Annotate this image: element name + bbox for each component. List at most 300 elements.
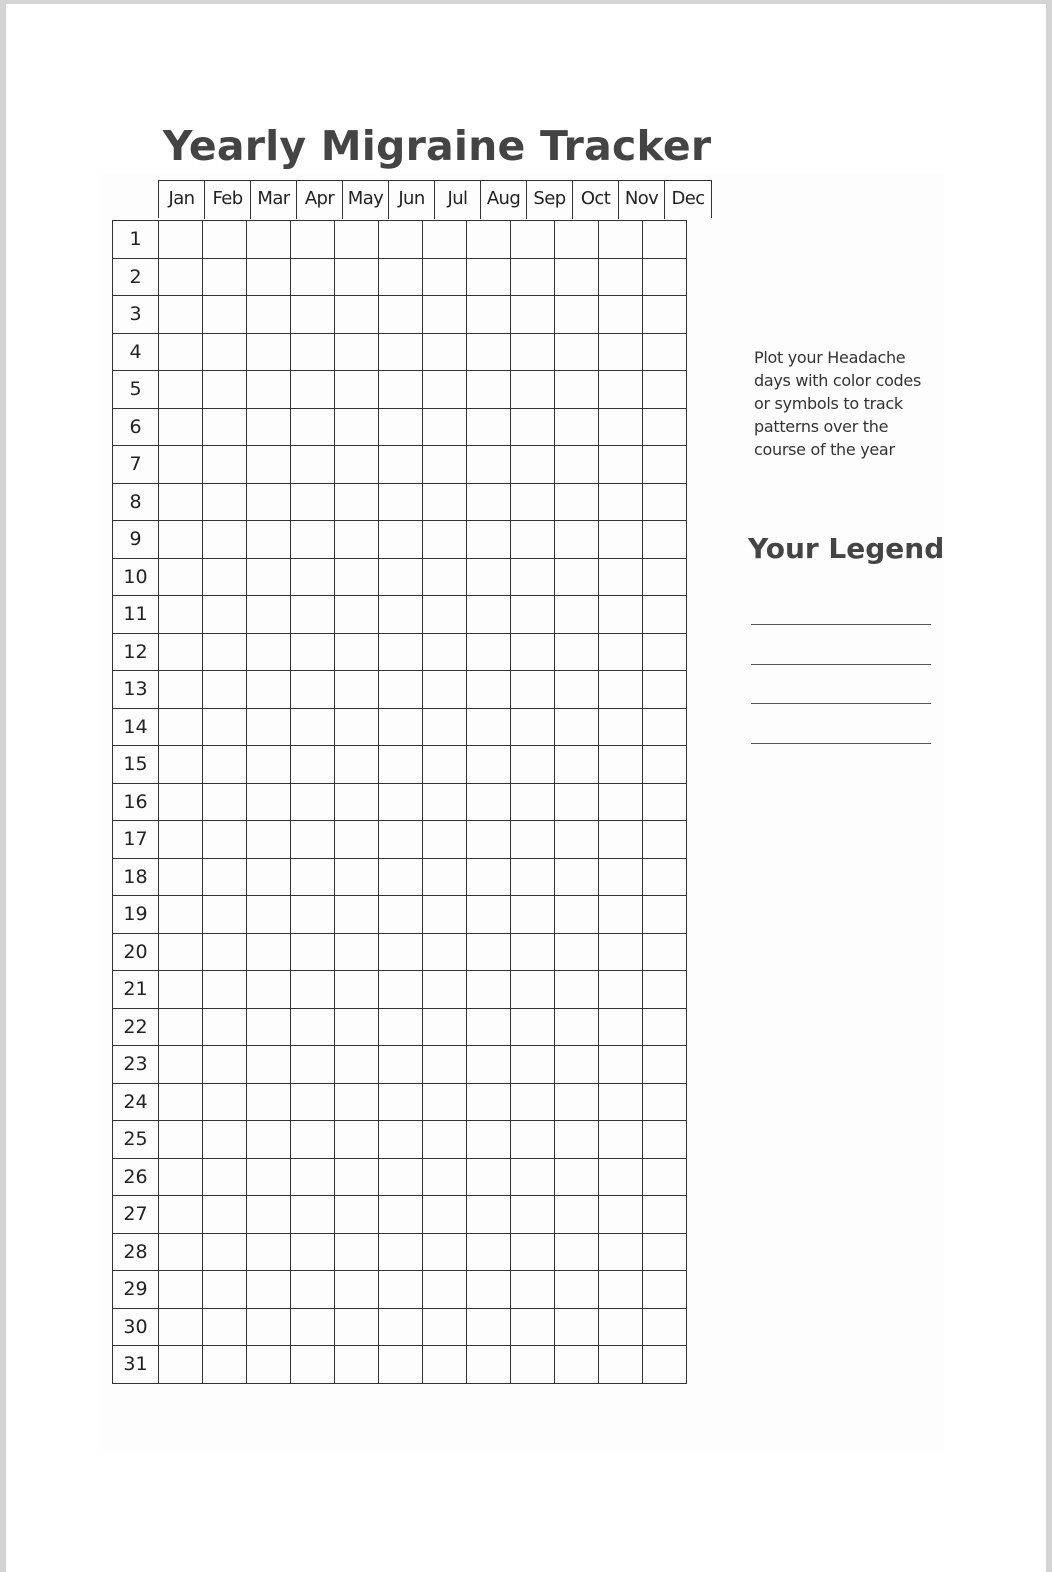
tracker-cell[interactable] bbox=[379, 1308, 423, 1346]
tracker-cell[interactable] bbox=[467, 1046, 511, 1084]
tracker-cell[interactable] bbox=[203, 1308, 247, 1346]
tracker-cell[interactable] bbox=[511, 371, 555, 409]
tracker-cell[interactable] bbox=[467, 896, 511, 934]
tracker-cell[interactable] bbox=[423, 671, 467, 709]
tracker-cell[interactable] bbox=[423, 371, 467, 409]
tracker-cell[interactable] bbox=[643, 746, 687, 784]
tracker-cell[interactable] bbox=[291, 371, 335, 409]
tracker-cell[interactable] bbox=[511, 258, 555, 296]
tracker-cell[interactable] bbox=[511, 896, 555, 934]
tracker-cell[interactable] bbox=[555, 258, 599, 296]
tracker-cell[interactable] bbox=[247, 1083, 291, 1121]
tracker-cell[interactable] bbox=[203, 1121, 247, 1159]
tracker-cell[interactable] bbox=[203, 633, 247, 671]
tracker-cell[interactable] bbox=[643, 896, 687, 934]
tracker-cell[interactable] bbox=[423, 821, 467, 859]
tracker-cell[interactable] bbox=[643, 446, 687, 484]
tracker-cell[interactable] bbox=[511, 933, 555, 971]
tracker-cell[interactable] bbox=[335, 783, 379, 821]
tracker-cell[interactable] bbox=[599, 558, 643, 596]
tracker-cell[interactable] bbox=[599, 258, 643, 296]
tracker-cell[interactable] bbox=[423, 746, 467, 784]
tracker-cell[interactable] bbox=[291, 558, 335, 596]
tracker-cell[interactable] bbox=[511, 296, 555, 334]
tracker-cell[interactable] bbox=[467, 708, 511, 746]
tracker-cell[interactable] bbox=[555, 671, 599, 709]
tracker-cell[interactable] bbox=[335, 1233, 379, 1271]
tracker-cell[interactable] bbox=[511, 1346, 555, 1384]
tracker-cell[interactable] bbox=[335, 1308, 379, 1346]
tracker-cell[interactable] bbox=[423, 1121, 467, 1159]
tracker-cell[interactable] bbox=[423, 558, 467, 596]
tracker-cell[interactable] bbox=[291, 1008, 335, 1046]
tracker-cell[interactable] bbox=[291, 446, 335, 484]
tracker-cell[interactable] bbox=[643, 1158, 687, 1196]
tracker-cell[interactable] bbox=[203, 971, 247, 1009]
tracker-cell[interactable] bbox=[159, 1008, 203, 1046]
tracker-cell[interactable] bbox=[335, 1196, 379, 1234]
tracker-cell[interactable] bbox=[467, 296, 511, 334]
tracker-cell[interactable] bbox=[643, 971, 687, 1009]
tracker-cell[interactable] bbox=[379, 1158, 423, 1196]
tracker-cell[interactable] bbox=[335, 633, 379, 671]
tracker-cell[interactable] bbox=[247, 483, 291, 521]
tracker-cell[interactable] bbox=[599, 1083, 643, 1121]
tracker-cell[interactable] bbox=[423, 446, 467, 484]
tracker-cell[interactable] bbox=[555, 521, 599, 559]
tracker-cell[interactable] bbox=[599, 483, 643, 521]
tracker-cell[interactable] bbox=[379, 221, 423, 259]
tracker-cell[interactable] bbox=[247, 408, 291, 446]
tracker-cell[interactable] bbox=[467, 558, 511, 596]
tracker-cell[interactable] bbox=[203, 446, 247, 484]
tracker-cell[interactable] bbox=[291, 671, 335, 709]
tracker-cell[interactable] bbox=[159, 296, 203, 334]
tracker-cell[interactable] bbox=[643, 483, 687, 521]
tracker-cell[interactable] bbox=[247, 1158, 291, 1196]
tracker-cell[interactable] bbox=[247, 633, 291, 671]
tracker-cell[interactable] bbox=[203, 558, 247, 596]
tracker-cell[interactable] bbox=[159, 371, 203, 409]
tracker-cell[interactable] bbox=[379, 933, 423, 971]
tracker-cell[interactable] bbox=[247, 1046, 291, 1084]
tracker-cell[interactable] bbox=[599, 933, 643, 971]
tracker-cell[interactable] bbox=[247, 896, 291, 934]
tracker-cell[interactable] bbox=[291, 221, 335, 259]
legend-entry-line[interactable] bbox=[751, 743, 931, 744]
tracker-cell[interactable] bbox=[291, 258, 335, 296]
tracker-cell[interactable] bbox=[379, 1233, 423, 1271]
tracker-cell[interactable] bbox=[159, 333, 203, 371]
tracker-cell[interactable] bbox=[467, 1008, 511, 1046]
tracker-cell[interactable] bbox=[467, 483, 511, 521]
tracker-cell[interactable] bbox=[335, 596, 379, 634]
tracker-cell[interactable] bbox=[555, 296, 599, 334]
tracker-cell[interactable] bbox=[335, 371, 379, 409]
tracker-cell[interactable] bbox=[511, 1008, 555, 1046]
tracker-cell[interactable] bbox=[555, 371, 599, 409]
tracker-cell[interactable] bbox=[511, 858, 555, 896]
tracker-cell[interactable] bbox=[423, 708, 467, 746]
tracker-cell[interactable] bbox=[643, 671, 687, 709]
tracker-cell[interactable] bbox=[247, 221, 291, 259]
tracker-cell[interactable] bbox=[467, 521, 511, 559]
tracker-cell[interactable] bbox=[643, 1121, 687, 1159]
tracker-cell[interactable] bbox=[159, 746, 203, 784]
tracker-cell[interactable] bbox=[599, 1008, 643, 1046]
tracker-cell[interactable] bbox=[643, 221, 687, 259]
tracker-cell[interactable] bbox=[379, 1196, 423, 1234]
tracker-cell[interactable] bbox=[335, 671, 379, 709]
tracker-cell[interactable] bbox=[643, 258, 687, 296]
tracker-cell[interactable] bbox=[643, 1233, 687, 1271]
tracker-cell[interactable] bbox=[203, 858, 247, 896]
tracker-cell[interactable] bbox=[643, 521, 687, 559]
tracker-cell[interactable] bbox=[379, 746, 423, 784]
tracker-cell[interactable] bbox=[335, 746, 379, 784]
tracker-cell[interactable] bbox=[291, 633, 335, 671]
tracker-cell[interactable] bbox=[159, 408, 203, 446]
tracker-cell[interactable] bbox=[379, 258, 423, 296]
tracker-cell[interactable] bbox=[643, 558, 687, 596]
tracker-cell[interactable] bbox=[379, 1346, 423, 1384]
tracker-cell[interactable] bbox=[379, 333, 423, 371]
tracker-cell[interactable] bbox=[379, 1271, 423, 1309]
tracker-cell[interactable] bbox=[423, 221, 467, 259]
tracker-cell[interactable] bbox=[203, 221, 247, 259]
tracker-cell[interactable] bbox=[599, 821, 643, 859]
tracker-cell[interactable] bbox=[423, 1158, 467, 1196]
tracker-cell[interactable] bbox=[379, 708, 423, 746]
tracker-cell[interactable] bbox=[291, 746, 335, 784]
tracker-cell[interactable] bbox=[159, 446, 203, 484]
tracker-cell[interactable] bbox=[511, 821, 555, 859]
tracker-cell[interactable] bbox=[247, 596, 291, 634]
tracker-cell[interactable] bbox=[247, 708, 291, 746]
tracker-cell[interactable] bbox=[467, 821, 511, 859]
tracker-cell[interactable] bbox=[599, 408, 643, 446]
tracker-cell[interactable] bbox=[203, 521, 247, 559]
tracker-cell[interactable] bbox=[291, 1083, 335, 1121]
tracker-cell[interactable] bbox=[555, 558, 599, 596]
tracker-cell[interactable] bbox=[247, 1233, 291, 1271]
tracker-cell[interactable] bbox=[555, 483, 599, 521]
tracker-cell[interactable] bbox=[159, 1083, 203, 1121]
tracker-cell[interactable] bbox=[247, 933, 291, 971]
tracker-cell[interactable] bbox=[335, 221, 379, 259]
tracker-cell[interactable] bbox=[159, 708, 203, 746]
tracker-cell[interactable] bbox=[599, 746, 643, 784]
tracker-cell[interactable] bbox=[291, 1271, 335, 1309]
tracker-cell[interactable] bbox=[291, 1046, 335, 1084]
tracker-cell[interactable] bbox=[159, 1271, 203, 1309]
tracker-cell[interactable] bbox=[159, 596, 203, 634]
tracker-cell[interactable] bbox=[159, 783, 203, 821]
tracker-cell[interactable] bbox=[379, 446, 423, 484]
tracker-cell[interactable] bbox=[247, 296, 291, 334]
tracker-cell[interactable] bbox=[203, 821, 247, 859]
tracker-cell[interactable] bbox=[247, 1121, 291, 1159]
tracker-cell[interactable] bbox=[159, 858, 203, 896]
tracker-cell[interactable] bbox=[159, 1046, 203, 1084]
tracker-cell[interactable] bbox=[159, 1308, 203, 1346]
tracker-cell[interactable] bbox=[423, 1196, 467, 1234]
tracker-cell[interactable] bbox=[291, 783, 335, 821]
tracker-cell[interactable] bbox=[159, 933, 203, 971]
tracker-cell[interactable] bbox=[379, 1008, 423, 1046]
tracker-cell[interactable] bbox=[423, 933, 467, 971]
tracker-cell[interactable] bbox=[247, 671, 291, 709]
tracker-cell[interactable] bbox=[291, 596, 335, 634]
tracker-cell[interactable] bbox=[335, 296, 379, 334]
tracker-cell[interactable] bbox=[335, 1271, 379, 1309]
tracker-cell[interactable] bbox=[511, 483, 555, 521]
tracker-cell[interactable] bbox=[467, 1121, 511, 1159]
tracker-cell[interactable] bbox=[555, 821, 599, 859]
tracker-cell[interactable] bbox=[423, 858, 467, 896]
tracker-cell[interactable] bbox=[247, 1346, 291, 1384]
tracker-cell[interactable] bbox=[467, 408, 511, 446]
tracker-cell[interactable] bbox=[643, 1083, 687, 1121]
tracker-cell[interactable] bbox=[423, 596, 467, 634]
tracker-cell[interactable] bbox=[291, 708, 335, 746]
tracker-cell[interactable] bbox=[467, 1308, 511, 1346]
tracker-cell[interactable] bbox=[599, 596, 643, 634]
tracker-cell[interactable] bbox=[335, 821, 379, 859]
tracker-cell[interactable] bbox=[511, 1308, 555, 1346]
tracker-cell[interactable] bbox=[467, 221, 511, 259]
tracker-cell[interactable] bbox=[555, 1346, 599, 1384]
tracker-cell[interactable] bbox=[423, 258, 467, 296]
tracker-cell[interactable] bbox=[291, 896, 335, 934]
tracker-cell[interactable] bbox=[423, 1233, 467, 1271]
tracker-cell[interactable] bbox=[555, 1196, 599, 1234]
tracker-cell[interactable] bbox=[335, 1121, 379, 1159]
tracker-cell[interactable] bbox=[335, 446, 379, 484]
tracker-cell[interactable] bbox=[511, 633, 555, 671]
tracker-cell[interactable] bbox=[423, 1008, 467, 1046]
tracker-cell[interactable] bbox=[247, 746, 291, 784]
tracker-cell[interactable] bbox=[467, 633, 511, 671]
tracker-cell[interactable] bbox=[555, 896, 599, 934]
tracker-cell[interactable] bbox=[423, 408, 467, 446]
tracker-cell[interactable] bbox=[379, 521, 423, 559]
tracker-cell[interactable] bbox=[379, 1083, 423, 1121]
tracker-cell[interactable] bbox=[291, 1308, 335, 1346]
tracker-cell[interactable] bbox=[159, 671, 203, 709]
tracker-cell[interactable] bbox=[335, 1008, 379, 1046]
tracker-cell[interactable] bbox=[203, 296, 247, 334]
tracker-cell[interactable] bbox=[291, 1346, 335, 1384]
tracker-cell[interactable] bbox=[379, 671, 423, 709]
tracker-cell[interactable] bbox=[159, 483, 203, 521]
tracker-cell[interactable] bbox=[467, 446, 511, 484]
tracker-cell[interactable] bbox=[247, 783, 291, 821]
tracker-cell[interactable] bbox=[467, 746, 511, 784]
tracker-cell[interactable] bbox=[599, 371, 643, 409]
tracker-cell[interactable] bbox=[335, 933, 379, 971]
tracker-cell[interactable] bbox=[599, 1346, 643, 1384]
tracker-cell[interactable] bbox=[203, 671, 247, 709]
tracker-cell[interactable] bbox=[423, 896, 467, 934]
tracker-cell[interactable] bbox=[423, 971, 467, 1009]
tracker-cell[interactable] bbox=[467, 333, 511, 371]
tracker-cell[interactable] bbox=[423, 521, 467, 559]
tracker-cell[interactable] bbox=[555, 1158, 599, 1196]
tracker-cell[interactable] bbox=[291, 1196, 335, 1234]
tracker-cell[interactable] bbox=[203, 1233, 247, 1271]
tracker-cell[interactable] bbox=[511, 558, 555, 596]
tracker-cell[interactable] bbox=[203, 596, 247, 634]
tracker-cell[interactable] bbox=[203, 933, 247, 971]
tracker-cell[interactable] bbox=[599, 296, 643, 334]
tracker-cell[interactable] bbox=[335, 1158, 379, 1196]
tracker-cell[interactable] bbox=[423, 1271, 467, 1309]
tracker-cell[interactable] bbox=[599, 1233, 643, 1271]
tracker-cell[interactable] bbox=[555, 1233, 599, 1271]
tracker-cell[interactable] bbox=[555, 633, 599, 671]
tracker-cell[interactable] bbox=[291, 933, 335, 971]
tracker-cell[interactable] bbox=[643, 783, 687, 821]
tracker-cell[interactable] bbox=[423, 1308, 467, 1346]
tracker-cell[interactable] bbox=[643, 821, 687, 859]
tracker-cell[interactable] bbox=[379, 408, 423, 446]
tracker-cell[interactable] bbox=[247, 1308, 291, 1346]
tracker-cell[interactable] bbox=[511, 971, 555, 1009]
tracker-cell[interactable] bbox=[555, 1121, 599, 1159]
tracker-cell[interactable] bbox=[555, 858, 599, 896]
tracker-cell[interactable] bbox=[643, 1346, 687, 1384]
tracker-cell[interactable] bbox=[335, 1083, 379, 1121]
tracker-cell[interactable] bbox=[247, 1271, 291, 1309]
tracker-cell[interactable] bbox=[643, 333, 687, 371]
tracker-cell[interactable] bbox=[555, 783, 599, 821]
tracker-cell[interactable] bbox=[203, 1271, 247, 1309]
tracker-cell[interactable] bbox=[291, 1158, 335, 1196]
tracker-cell[interactable] bbox=[511, 746, 555, 784]
tracker-cell[interactable] bbox=[555, 446, 599, 484]
tracker-cell[interactable] bbox=[335, 258, 379, 296]
tracker-cell[interactable] bbox=[555, 1083, 599, 1121]
tracker-cell[interactable] bbox=[511, 1046, 555, 1084]
tracker-cell[interactable] bbox=[203, 746, 247, 784]
tracker-cell[interactable] bbox=[291, 521, 335, 559]
tracker-cell[interactable] bbox=[379, 858, 423, 896]
tracker-cell[interactable] bbox=[423, 1046, 467, 1084]
tracker-cell[interactable] bbox=[511, 446, 555, 484]
tracker-cell[interactable] bbox=[599, 1271, 643, 1309]
tracker-cell[interactable] bbox=[555, 1008, 599, 1046]
tracker-cell[interactable] bbox=[555, 408, 599, 446]
tracker-cell[interactable] bbox=[247, 821, 291, 859]
tracker-cell[interactable] bbox=[203, 783, 247, 821]
tracker-cell[interactable] bbox=[335, 708, 379, 746]
tracker-cell[interactable] bbox=[599, 633, 643, 671]
tracker-cell[interactable] bbox=[511, 1083, 555, 1121]
tracker-cell[interactable] bbox=[203, 896, 247, 934]
tracker-cell[interactable] bbox=[423, 783, 467, 821]
tracker-cell[interactable] bbox=[159, 633, 203, 671]
tracker-cell[interactable] bbox=[379, 896, 423, 934]
tracker-cell[interactable] bbox=[511, 596, 555, 634]
tracker-cell[interactable] bbox=[379, 1121, 423, 1159]
tracker-cell[interactable] bbox=[159, 1196, 203, 1234]
tracker-cell[interactable] bbox=[511, 1121, 555, 1159]
tracker-cell[interactable] bbox=[247, 333, 291, 371]
tracker-cell[interactable] bbox=[511, 521, 555, 559]
tracker-cell[interactable] bbox=[159, 1158, 203, 1196]
tracker-cell[interactable] bbox=[643, 858, 687, 896]
tracker-cell[interactable] bbox=[467, 1083, 511, 1121]
tracker-cell[interactable] bbox=[555, 1308, 599, 1346]
tracker-cell[interactable] bbox=[555, 333, 599, 371]
tracker-cell[interactable] bbox=[379, 971, 423, 1009]
tracker-cell[interactable] bbox=[291, 858, 335, 896]
tracker-cell[interactable] bbox=[247, 1008, 291, 1046]
tracker-cell[interactable] bbox=[643, 371, 687, 409]
tracker-cell[interactable] bbox=[643, 633, 687, 671]
tracker-cell[interactable] bbox=[203, 483, 247, 521]
tracker-cell[interactable] bbox=[159, 821, 203, 859]
tracker-cell[interactable] bbox=[423, 333, 467, 371]
tracker-cell[interactable] bbox=[599, 1308, 643, 1346]
tracker-cell[interactable] bbox=[203, 258, 247, 296]
tracker-cell[interactable] bbox=[159, 221, 203, 259]
tracker-cell[interactable] bbox=[203, 408, 247, 446]
tracker-cell[interactable] bbox=[203, 1083, 247, 1121]
tracker-cell[interactable] bbox=[511, 1271, 555, 1309]
tracker-cell[interactable] bbox=[379, 596, 423, 634]
legend-entry-line[interactable] bbox=[751, 703, 931, 704]
tracker-cell[interactable] bbox=[159, 1346, 203, 1384]
tracker-cell[interactable] bbox=[203, 1008, 247, 1046]
tracker-cell[interactable] bbox=[599, 971, 643, 1009]
tracker-cell[interactable] bbox=[203, 1046, 247, 1084]
tracker-cell[interactable] bbox=[643, 1271, 687, 1309]
tracker-cell[interactable] bbox=[291, 408, 335, 446]
tracker-cell[interactable] bbox=[203, 1158, 247, 1196]
tracker-cell[interactable] bbox=[291, 971, 335, 1009]
tracker-cell[interactable] bbox=[555, 1046, 599, 1084]
tracker-cell[interactable] bbox=[467, 596, 511, 634]
tracker-cell[interactable] bbox=[423, 1083, 467, 1121]
tracker-cell[interactable] bbox=[291, 821, 335, 859]
tracker-cell[interactable] bbox=[599, 521, 643, 559]
tracker-cell[interactable] bbox=[159, 521, 203, 559]
tracker-cell[interactable] bbox=[379, 483, 423, 521]
tracker-cell[interactable] bbox=[203, 708, 247, 746]
tracker-cell[interactable] bbox=[335, 858, 379, 896]
tracker-cell[interactable] bbox=[247, 258, 291, 296]
tracker-cell[interactable] bbox=[247, 371, 291, 409]
tracker-cell[interactable] bbox=[511, 708, 555, 746]
tracker-cell[interactable] bbox=[511, 1158, 555, 1196]
tracker-cell[interactable] bbox=[555, 221, 599, 259]
tracker-cell[interactable] bbox=[599, 858, 643, 896]
tracker-cell[interactable] bbox=[467, 933, 511, 971]
tracker-cell[interactable] bbox=[159, 971, 203, 1009]
tracker-cell[interactable] bbox=[467, 1271, 511, 1309]
tracker-cell[interactable] bbox=[643, 296, 687, 334]
tracker-cell[interactable] bbox=[467, 671, 511, 709]
tracker-cell[interactable] bbox=[599, 446, 643, 484]
tracker-cell[interactable] bbox=[159, 1233, 203, 1271]
tracker-cell[interactable] bbox=[467, 258, 511, 296]
tracker-cell[interactable] bbox=[291, 296, 335, 334]
tracker-cell[interactable] bbox=[599, 333, 643, 371]
tracker-cell[interactable] bbox=[203, 333, 247, 371]
tracker-cell[interactable] bbox=[599, 1046, 643, 1084]
